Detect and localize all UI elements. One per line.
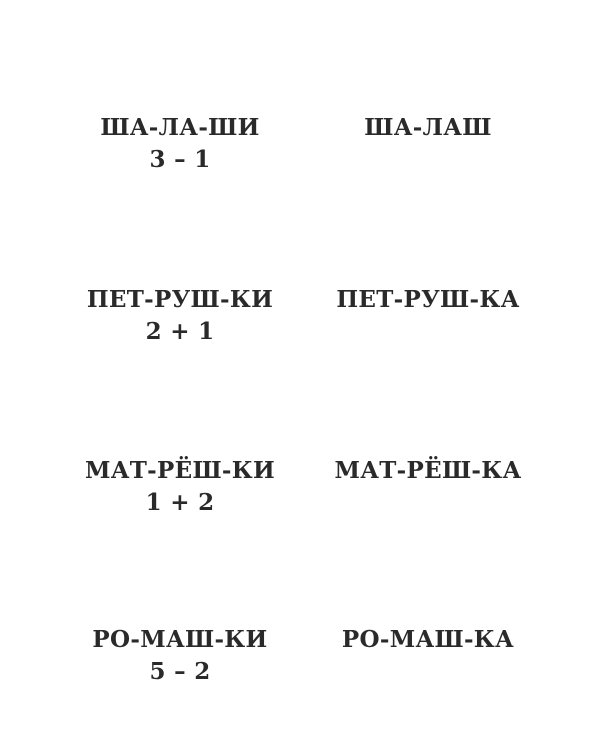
singular-word: МАТ-РЁШ-КА <box>334 457 522 484</box>
syllable-expression: 3 – 1 <box>149 146 211 173</box>
plural-word-block <box>70 455 290 519</box>
singular-word-block <box>318 455 538 487</box>
plural-word: ША-ЛА-ШИ <box>100 114 260 141</box>
singular-word: ПЕТ-РУШ-КА <box>336 286 520 313</box>
plural-word: РО-МАШ-КИ <box>92 626 268 653</box>
singular-word: ША-ЛАШ <box>364 114 492 141</box>
singular-word: РО-МАШ-КА <box>341 626 515 653</box>
plural-word: МАТ-РЁШ-КИ <box>84 457 276 484</box>
plural-word-block <box>70 624 290 688</box>
plural-word-block <box>70 284 290 348</box>
plural-word-block <box>70 112 290 176</box>
singular-word-block <box>318 112 538 144</box>
singular-word-block <box>318 624 538 656</box>
singular-word-block <box>318 284 538 316</box>
syllable-expression: 1 + 2 <box>145 489 215 516</box>
syllable-expression: 2 + 1 <box>145 318 215 345</box>
plural-word: ПЕТ-РУШ-КИ <box>86 286 274 313</box>
syllable-expression: 5 – 2 <box>149 658 211 685</box>
